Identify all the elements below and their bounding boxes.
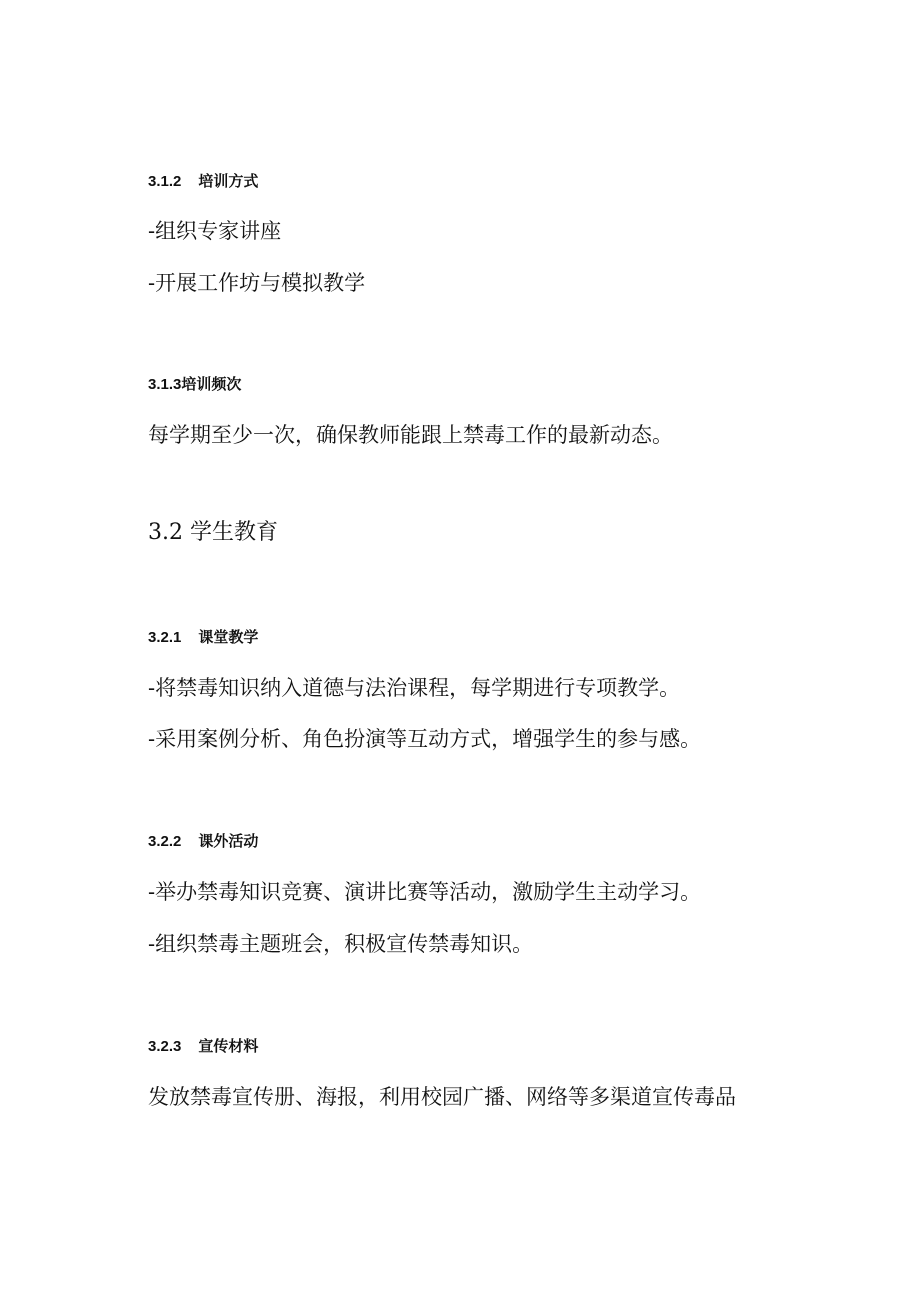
heading-number: 3.2.2	[148, 833, 182, 850]
heading-3-1-2	[148, 172, 258, 192]
list-item: -采用案例分析、角色扮演等互动方式，增强学生的参与感。	[148, 727, 702, 751]
heading-number: 3.2.3	[148, 1038, 182, 1055]
heading-3-2: 3.2 学生教育	[148, 520, 278, 545]
heading-3-1-3: 3.1.3培训频次	[148, 376, 242, 393]
heading-3-2-1	[148, 628, 258, 648]
paragraph: 发放禁毒宣传册、海报，利用校园广播、网络等多渠道宣传毒品	[148, 1085, 736, 1109]
heading-number: 3.1.2	[148, 173, 182, 190]
list-item: -将禁毒知识纳入道德与法治课程，每学期进行专项教学。	[148, 676, 681, 700]
heading-title: 课外活动	[198, 833, 259, 850]
list-item: -组织禁毒主题班会，积极宣传禁毒知识。	[148, 932, 534, 956]
list-item: -组织专家讲座	[148, 219, 282, 243]
paragraph: 每学期至少一次，确保教师能跟上禁毒工作的最新动态。	[148, 423, 673, 447]
heading-title: 宣传材料	[198, 1038, 259, 1055]
heading-3-2-3	[148, 1037, 258, 1057]
heading-title: 课堂教学	[198, 629, 259, 646]
list-item: -开展工作坊与模拟教学	[148, 271, 366, 295]
heading-number: 3.2.1	[148, 629, 182, 646]
list-item: -举办禁毒知识竞赛、演讲比赛等活动，激励学生主动学习。	[148, 880, 702, 904]
heading-3-2-2	[148, 832, 258, 852]
heading-title: 培训方式	[198, 173, 259, 190]
